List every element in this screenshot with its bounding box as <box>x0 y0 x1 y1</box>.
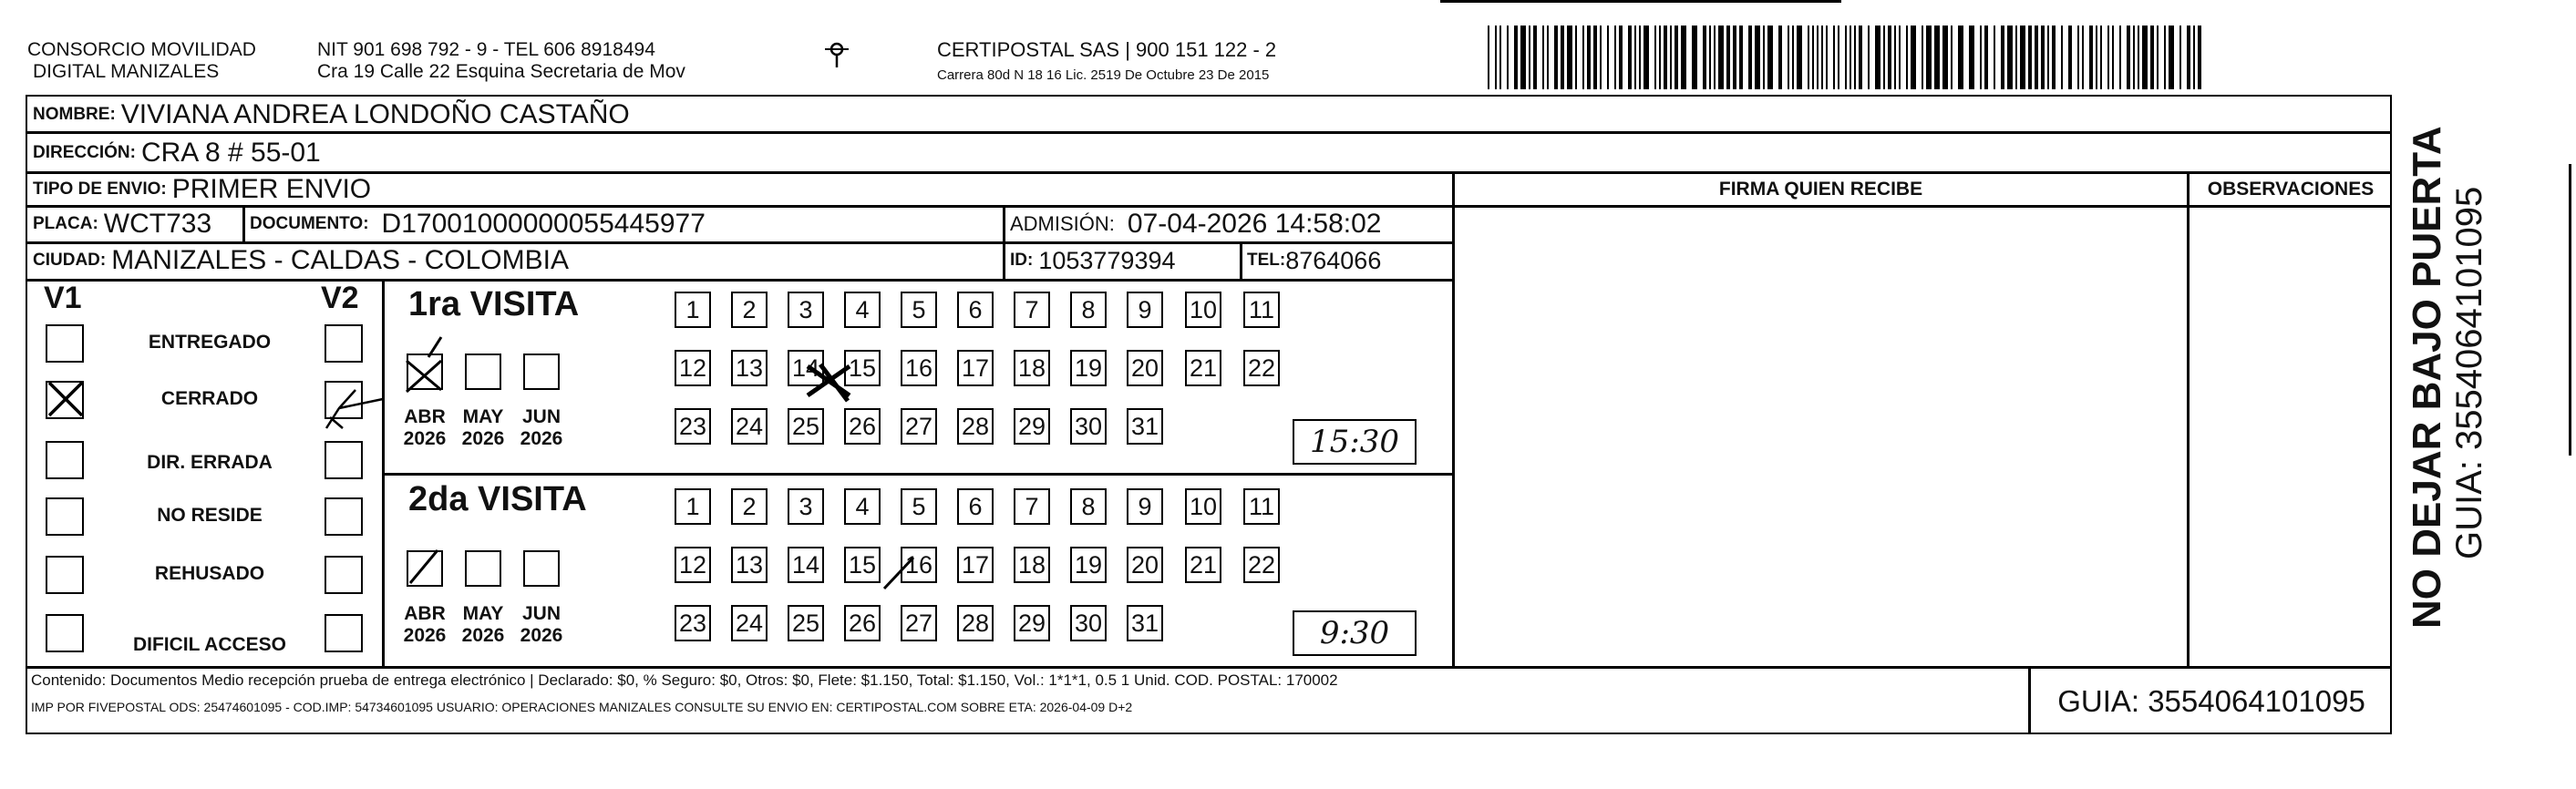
second-visit-day-2[interactable]: 2 <box>731 488 768 525</box>
ciudad-label: CIUDAD: <box>33 251 107 270</box>
status-label-dir-errada: DIR. ERRADA <box>147 452 273 473</box>
first-visit-day-18[interactable]: 18 <box>1014 350 1050 386</box>
second-visit-day-9[interactable]: 9 <box>1127 488 1163 525</box>
year-label: 2026 <box>461 428 505 449</box>
tipo-envio-value: PRIMER ENVIO <box>171 174 372 204</box>
first-visit-day-13[interactable]: 13 <box>731 350 768 386</box>
month-label: JUN <box>521 406 561 427</box>
footer-print-info: IMP POR FIVEPOSTAL ODS: 25474601095 - COD.IMP: 54734601095 USUARIO: OPERACIONES MANIZALES CONSULTE SU ENVIO EN: CERTIPOSTAL.COM SOBRE ETA: 2026-04-09 D+2 <box>31 700 1133 714</box>
second-visit-day-8[interactable]: 8 <box>1070 488 1107 525</box>
id-label: ID: <box>1010 251 1034 270</box>
first-visit-day-7[interactable]: 7 <box>1014 292 1050 328</box>
first-visit-day-21[interactable]: 21 <box>1185 350 1221 386</box>
no-dejar-bajo-puerta: NO DEJAR BAJO PUERTA <box>2405 126 2449 629</box>
placa-label: PLACA: <box>33 214 98 233</box>
first-visit-day-4[interactable]: 4 <box>844 292 881 328</box>
first-visit-day-5[interactable]: 5 <box>901 292 937 328</box>
nit-phone: NIT 901 698 792 - 9 - TEL 606 8918494 <box>317 39 655 60</box>
placa-value: WCT733 <box>103 209 212 239</box>
admision-label: ADMISIÓN: <box>1010 212 1115 235</box>
second-visit-day-30[interactable]: 30 <box>1070 605 1107 641</box>
first-visit-day-14[interactable]: 14 <box>788 350 824 386</box>
second-visit-day-10[interactable]: 10 <box>1185 488 1221 525</box>
id-value: 1053779394 <box>1038 246 1176 274</box>
first-visit-day-3[interactable]: 3 <box>788 292 824 328</box>
second-visit-day-21[interactable]: 21 <box>1185 547 1221 583</box>
company-address: Cra 19 Calle 22 Esquina Secretaria de Mov <box>317 61 685 82</box>
nombre-value: VIVIANA ANDREA LONDOÑO CASTAÑO <box>120 99 630 129</box>
admision-value: 07-04-2026 14:58:02 <box>1127 209 1382 239</box>
status-label-cerrado: CERRADO <box>160 388 259 409</box>
second-visit-day-20[interactable]: 20 <box>1127 547 1163 583</box>
second-visit-day-11[interactable]: 11 <box>1243 488 1280 525</box>
first-visit-day-27[interactable]: 27 <box>901 408 937 445</box>
first-month-mark <box>407 337 441 392</box>
tipo-envio-label: TIPO DE ENVIO: <box>33 179 167 199</box>
second-visit-day-16[interactable]: 16 <box>901 547 937 583</box>
first-visit-day-25[interactable]: 25 <box>788 408 824 445</box>
first-visit-day-9[interactable]: 9 <box>1127 292 1163 328</box>
second-visit-day-1[interactable]: 1 <box>675 488 711 525</box>
second-visit-day-7[interactable]: 7 <box>1014 488 1050 525</box>
second-visit-day-4[interactable]: 4 <box>844 488 881 525</box>
first-visit-day-29[interactable]: 29 <box>1014 408 1050 445</box>
direccion-value: CRA 8 # 55-01 <box>140 138 321 168</box>
second-visit-day-12[interactable]: 12 <box>675 547 711 583</box>
nombre-label: NOMBRE: <box>33 105 116 124</box>
footer-content: Contenido: Documentos Medio recepción prueba de entrega electrónico | Declarado: $0, % Seguro: $0, Otros: $0, Flete: $1.150, Total: $1.150, Vol.: 1*1*1, 0.5 1 Unid. COD. POSTAL: 170002 <box>31 671 1338 689</box>
second-visit-day-24[interactable]: 24 <box>731 605 768 641</box>
observaciones-header: OBSERVACIONES <box>2207 179 2375 200</box>
status-label-rehusado: REHUSADO <box>154 563 265 584</box>
first-visit-day-22[interactable]: 22 <box>1243 350 1280 386</box>
first-visit-day-10[interactable]: 10 <box>1185 292 1221 328</box>
second-visit-day-28[interactable]: 28 <box>957 605 994 641</box>
company-name-line1: CONSORCIO MOVILIDAD <box>27 39 256 60</box>
first-visit-day-6[interactable]: 6 <box>957 292 994 328</box>
guia-box: GUIA: 3554064101095 <box>2057 684 2365 718</box>
second-visit-day-25[interactable]: 25 <box>788 605 824 641</box>
month-label: JUN <box>521 603 561 624</box>
second-visit-day-19[interactable]: 19 <box>1070 547 1107 583</box>
second-visit-day-26[interactable]: 26 <box>844 605 881 641</box>
second-visit-day-17[interactable]: 17 <box>957 547 994 583</box>
right-edge-mark <box>2569 164 2571 456</box>
documento-label: DOCUMENTO: <box>250 214 369 233</box>
first-visit-day-8[interactable]: 8 <box>1070 292 1107 328</box>
courier-address: Carrera 80d N 18 16 Lic. 2519 De Octubre 23 De 2015 <box>937 67 1270 83</box>
year-label: 2026 <box>461 625 505 646</box>
first-day-mark <box>808 364 850 401</box>
tel-value: 8764066 <box>1285 246 1382 274</box>
first-visit-day-26[interactable]: 26 <box>844 408 881 445</box>
ciudad-value: MANIZALES - CALDAS - COLOMBIA <box>111 245 569 275</box>
second-visit-day-18[interactable]: 18 <box>1014 547 1050 583</box>
second-visit-time: 9:30 <box>1293 610 1417 656</box>
first-visit-day-12[interactable]: 12 <box>675 350 711 386</box>
direccion-label: DIRECCIÓN: <box>33 143 136 162</box>
firma-header: FIRMA QUIEN RECIBE <box>1718 179 1923 200</box>
second-visit-day-14[interactable]: 14 <box>788 547 824 583</box>
second-visit-day-3[interactable]: 3 <box>788 488 824 525</box>
first-visit-day-19[interactable]: 19 <box>1070 350 1107 386</box>
first-visit-day-23[interactable]: 23 <box>675 408 711 445</box>
year-label: 2026 <box>520 625 563 646</box>
first-visit-title: 1ra VISITA <box>408 285 580 323</box>
month-label: ABR <box>404 406 446 427</box>
second-month-mark <box>410 550 438 583</box>
side-guia: GUIA: 3554064101095 <box>2449 186 2489 559</box>
company-name-line2: DIGITAL MANIZALES <box>33 61 220 82</box>
second-visit-day-6[interactable]: 6 <box>957 488 994 525</box>
second-visit-day-29[interactable]: 29 <box>1014 605 1050 641</box>
second-visit-title: 2da VISITA <box>408 480 587 518</box>
second-visit-day-15[interactable]: 15 <box>844 547 881 583</box>
documento-value: D17001000000055445977 <box>381 209 706 239</box>
first-visit-time: 15:30 <box>1293 419 1417 465</box>
second-visit-day-22[interactable]: 22 <box>1243 547 1280 583</box>
first-visit-day-30[interactable]: 30 <box>1070 408 1107 445</box>
year-label: 2026 <box>520 428 563 449</box>
courier-nit: CERTIPOSTAL SAS | 900 151 122 - 2 <box>937 38 1277 61</box>
second-visit-day-23[interactable]: 23 <box>675 605 711 641</box>
second-visit-day-13[interactable]: 13 <box>731 547 768 583</box>
tel-label: TEL: <box>1247 251 1286 270</box>
second-visit-day-27[interactable]: 27 <box>901 605 937 641</box>
first-visit-day-20[interactable]: 20 <box>1127 350 1163 386</box>
second-visit-day-5[interactable]: 5 <box>901 488 937 525</box>
first-visit-day-15[interactable]: 15 <box>844 350 881 386</box>
year-label: 2026 <box>403 428 447 449</box>
first-visit-day-2[interactable]: 2 <box>731 292 768 328</box>
first-visit-day-1[interactable]: 1 <box>675 292 711 328</box>
status-label-entregado: ENTREGADO <box>148 332 272 353</box>
first-visit-day-24[interactable]: 24 <box>731 408 768 445</box>
v2-header: V2 <box>321 281 359 315</box>
month-label: MAY <box>462 603 504 624</box>
first-visit-day-11[interactable]: 11 <box>1243 292 1280 328</box>
first-visit-day-28[interactable]: 28 <box>957 408 994 445</box>
status-label-dificil-acceso: DIFICIL ACCESO <box>132 634 286 655</box>
first-visit-day-16[interactable]: 16 <box>901 350 937 386</box>
second-visit-day-31[interactable]: 31 <box>1127 605 1163 641</box>
month-label: MAY <box>462 406 504 427</box>
v2-mark <box>326 390 383 428</box>
month-label: ABR <box>404 603 446 624</box>
v1-mark <box>49 383 82 415</box>
v1-header: V1 <box>44 281 82 315</box>
first-visit-day-17[interactable]: 17 <box>957 350 994 386</box>
second-day-mark <box>884 558 913 589</box>
year-label: 2026 <box>403 625 447 646</box>
first-visit-day-31[interactable]: 31 <box>1127 408 1163 445</box>
status-label-no-reside: NO RESIDE <box>157 505 263 526</box>
